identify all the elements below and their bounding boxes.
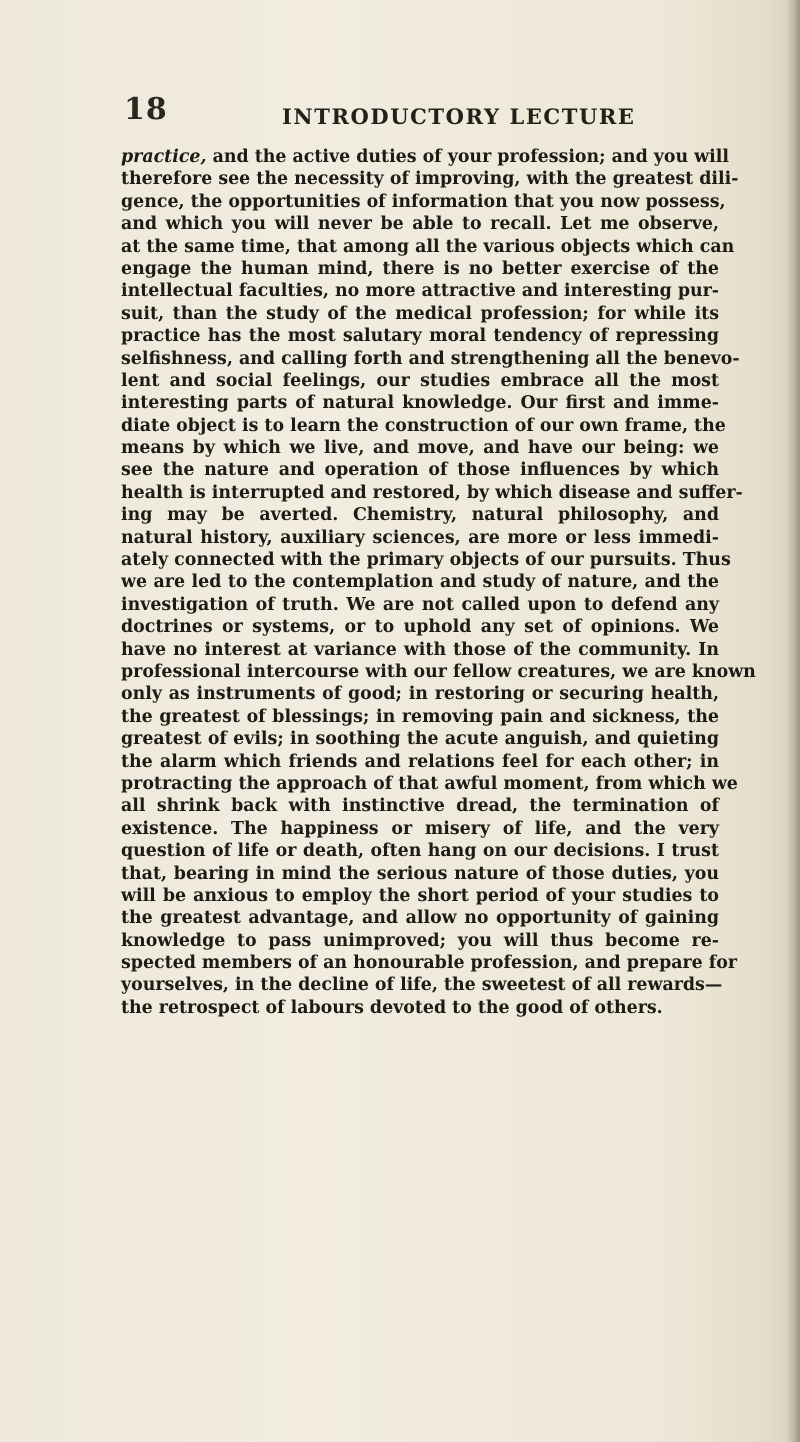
text-line xyxy=(121,146,729,168)
text-line-rest: and the active duties of your profession; and you will xyxy=(206,147,729,167)
text-line: doctrines or systems, or to uphold any set of opinions. We xyxy=(121,617,719,638)
text-line: practice has the most salutary moral tendency of repressing xyxy=(121,326,719,347)
text-line: existence. The happiness or misery of life, and the very xyxy=(121,818,719,839)
text-line: see the nature and operation of those influences by which xyxy=(121,460,719,481)
text-line: interesting parts of natural knowledge. Our first and imme- xyxy=(121,393,719,414)
text-line: greatest of evils; in soothing the acute anguish, and quieting xyxy=(121,729,719,750)
page-edge-shadow xyxy=(786,0,800,1442)
text-line: engage the human mind, there is no better exercise of the xyxy=(121,258,719,279)
text-line: therefore see the necessity of improving, with the greatest dili- xyxy=(121,169,739,190)
page-number: 18 xyxy=(124,92,168,127)
text-line: only as instruments of good; in restoring or securing health, xyxy=(121,684,719,705)
text-line: selfishness, and calling forth and strengthening all the benevo- xyxy=(121,348,740,369)
text-line: ing may be averted. Chemistry, natural philosophy, and xyxy=(121,505,719,526)
text-line: protracting the approach of that awful moment, from which we xyxy=(121,773,738,794)
text-line: professional intercourse with our fellow creatures, we are known xyxy=(121,661,756,682)
body-paragraph xyxy=(121,146,756,1019)
text-line: all shrink back with instinctive dread, the termination of xyxy=(121,796,719,817)
text-line-final: the retrospect of labours devoted to the good of others. xyxy=(121,997,663,1018)
text-line: and which you will never be able to recall. Let me observe, xyxy=(121,214,719,235)
text-line: yourselves, in the decline of life, the sweetest of all rewards— xyxy=(121,975,723,996)
text-line: we are led to the contemplation and study of nature, and the xyxy=(121,572,719,593)
text-line: diate object is to learn the construction of our own frame, the xyxy=(121,415,726,436)
text-line: gence, the opportunities of information that you now possess, xyxy=(121,191,726,212)
text-line: spected members of an honourable profession, and prepare for xyxy=(121,953,738,974)
text-line: have no interest at variance with those of the community. In xyxy=(121,639,719,660)
text-line: will be anxious to employ the short period of your studies to xyxy=(121,885,719,906)
running-head: INTRODUCTORY LECTURE xyxy=(282,104,636,129)
text-line: natural history, auxiliary sciences, are more or less immedi- xyxy=(121,527,719,548)
lead-word: practice, xyxy=(121,147,207,167)
text-line: suit, than the study of the medical profession; for while its xyxy=(121,303,719,324)
text-line: the greatest advantage, and allow no opportunity of gaining xyxy=(121,908,719,929)
text-line: health is interrupted and restored, by which disease and suffer- xyxy=(121,482,743,503)
text-line: the greatest of blessings; in removing pain and sickness, the xyxy=(121,706,719,727)
text-line: intellectual faculties, no more attractive and interesting pur- xyxy=(121,281,719,302)
text-line: ately connected with the primary objects of our pursuits. Thus xyxy=(121,550,731,571)
text-line: the alarm which friends and relations feel for each other; in xyxy=(121,751,719,772)
text-line: that, bearing in mind the serious nature of those duties, you xyxy=(121,863,719,884)
text-line: question of life or death, often hang on our decisions. I trust xyxy=(121,841,719,862)
text-line: at the same time, that among all the various objects which can xyxy=(121,236,735,257)
text-line: lent and social feelings, our studies embrace all the most xyxy=(121,370,719,391)
text-line: investigation of truth. We are not called upon to defend any xyxy=(121,594,719,615)
text-line: knowledge to pass unimproved; you will thus become re- xyxy=(121,930,719,951)
text-line: means by which we live, and move, and have our being: we xyxy=(121,438,719,459)
